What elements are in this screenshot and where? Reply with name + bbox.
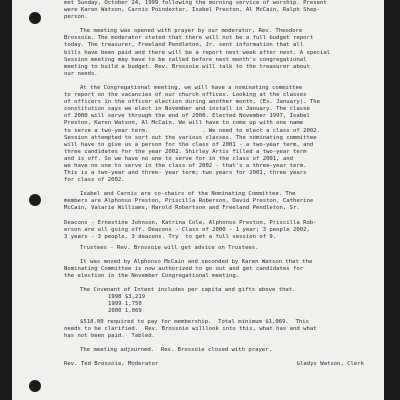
- moderator-signature: Rev. Ted Brossoie, Moderator: [64, 360, 159, 367]
- text-line: Isabel and Carnis are co-chairs of the Nominating Committee. The: [80, 191, 296, 198]
- trustees-line: Trustees - Rev. Brossoie will get advice on Trustees.: [80, 244, 259, 251]
- punch-hole: [29, 12, 41, 24]
- text-line: were Karen Watson, Carnis Poindextar, Isabel Preston, Al McCain, Ralph Shep-: [64, 7, 320, 14]
- adjourned-line: The meeting adjourned. Rev. Brossoie closed with prayer.: [80, 346, 272, 353]
- text-line: meeting to build a budget. Rev. Brossoie will talk to the treasurer about: [64, 63, 310, 70]
- covenant-amount: 1,069: [124, 308, 142, 315]
- text-line: Deacons - Ernestine Johnson, Katrina Cole, Alphonso Preston, Priscilla Rob-: [64, 219, 317, 226]
- clerk-signature: Gladys Watson, Clerk: [296, 360, 364, 367]
- text-line: $518.00 required to pay for membership. Total minimum $1,069. This: [80, 318, 310, 325]
- signature-line: [64, 361, 364, 368]
- covenant-row: [64, 308, 364, 315]
- text-line: McCain, Valarie Williams, Harold Robertson and Freeland Pendleton, Sr.: [64, 205, 300, 212]
- covenant-amount: 1,750: [124, 301, 142, 308]
- motion-paragraph: [64, 259, 364, 280]
- nominating-committee-paragraph: [64, 191, 364, 212]
- text-line: met Sunday, October 24, 1999 following the morning service of worship. Present: [64, 0, 327, 6]
- intro-paragraph: [64, 0, 364, 21]
- text-line: to report on the vacancies of our church offices. Looking at the classes: [64, 92, 307, 99]
- text-line: Nominating Committee is now authorized to go out and get candidates for: [64, 266, 304, 272]
- text-line: erson are all going off. Deacons - Class of 2000 - 1 year; 3 people 2002,: [64, 226, 310, 233]
- text-line: has not been paid. Tabled.: [64, 332, 155, 339]
- covenant-year: 1999: [108, 301, 122, 308]
- text-line: of 2000 will serve through the end of 2000. Elected November 1997, Isabel: [64, 113, 310, 120]
- text-line: The meeting was opened with prayer by our moderator, Rev. Theodore: [80, 28, 303, 35]
- text-line: needs to be clarified. Rev. Brossoie willlook into this, what has and what: [64, 325, 317, 332]
- text-line: It was moved by Alphonso McCain and seconded by Karen Watson that the: [80, 258, 313, 265]
- punch-hole: [29, 380, 41, 392]
- text-line: person.: [64, 14, 88, 21]
- text-line: will have to give us a person for the class of 2001 - a two-year term, and: [64, 141, 314, 148]
- text-line: bills have been paid and there will be a report next week after next. A special: [64, 49, 331, 56]
- text-line: Session attempted to sort out the various classes. The nominating committee: [64, 134, 317, 141]
- text-line: our needs.: [64, 70, 98, 77]
- text-line: Preston, Karen Watson, Al McCain. We will have to come up with one name: [64, 120, 304, 127]
- covenant-year: 1998: [108, 294, 122, 301]
- text-line: Session meeting may have to be called before next month's congregational: [64, 56, 307, 63]
- minutes-page: [12, 0, 384, 400]
- text-line: and is off. So we have no one to serve for in the class of 2001, and: [64, 155, 294, 162]
- text-line: to serve a two-year term. . We need to elect a class of 2002.: [64, 127, 320, 134]
- text-line: the election in the November Congregational meeting.: [64, 273, 240, 280]
- text-line: Brossoie. The moderator stated that there will not be a full budget report: [64, 35, 314, 42]
- punch-hole: [29, 194, 41, 206]
- meeting-opened-paragraph: [64, 28, 364, 78]
- required-paragraph: [64, 319, 364, 340]
- deacons-paragraph: [64, 220, 364, 241]
- text-line: three candidates for the year 2002. Shirley Artis filled a two-year term: [64, 148, 307, 155]
- covenant-line: The Covenant of Intent includes per capita and gifts above that.: [80, 287, 296, 294]
- text-line: 3 years - 3 people, 3 deacons. Try to get a full session of 9.: [64, 233, 277, 240]
- text-line: This is a two-year and three- year term; two years for 2001, three years: [64, 170, 307, 177]
- covenant-table: [64, 294, 364, 315]
- text-line: for class of 2002.: [64, 177, 125, 184]
- text-line: of officers in the officer election during another month, (Ex. January). The: [64, 99, 320, 106]
- covenant-row: [64, 301, 364, 308]
- text-line: today. The treasurer, Freeland Pendleton, Jr. sent information that all: [64, 42, 304, 49]
- text-line: constitution says we elect in November and install in January. The classe: [64, 106, 310, 113]
- text-line: At the Congregational meeting, we will have a nominating committee: [80, 84, 303, 91]
- text-line: members are Alphonso Preston, Priscilla Roberson, David Preston, Catherine: [64, 198, 314, 205]
- covenant-row: [64, 294, 364, 301]
- covenant-year: 2000: [108, 308, 122, 315]
- text-line: we have no one to serve in the class of 2002 - that's a three-year term.: [64, 162, 307, 169]
- congregational-meeting-paragraph: [64, 85, 364, 184]
- covenant-amount: $3,219: [124, 294, 146, 301]
